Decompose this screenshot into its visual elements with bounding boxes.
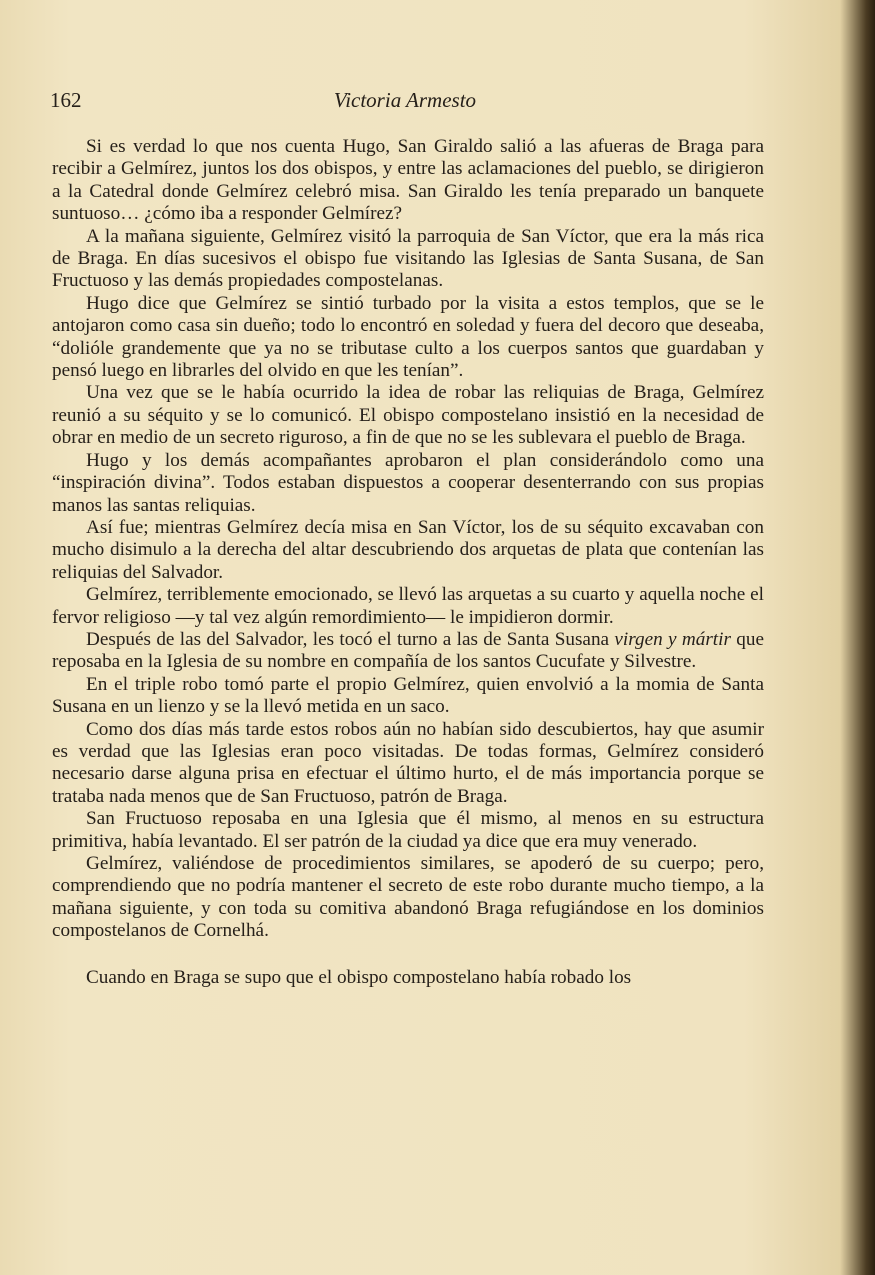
running-title: Victoria Armesto — [333, 88, 477, 112]
paragraph: Hugo y los demás acompañantes aprobaron el plan considerándolo como una “inspiración divina”. Todos estaban dispuestos a cooperar desenterrando con sus propias manos las santas reliquias. — [52, 449, 764, 516]
page-number: 162 — [50, 88, 82, 112]
paragraph: Hugo dice que Gelmírez se sintió turbado por la visita a estos templos, que se le antojaron como casa sin dueño; todo lo encontró en soledad y fuera del decoro que deseaba, “dolióle grandemente que ya no se tributase culto a los cuerpos santos que guardaban y pensó luego en librarles del olvido en que les tenían”. — [52, 292, 764, 382]
body-text — [52, 136, 764, 989]
paragraph: Cuando en Braga se supo que el obispo compostelano había robado los — [86, 966, 632, 988]
italic-phrase: virgen y mártir — [614, 628, 731, 650]
page-header — [50, 88, 760, 118]
paragraph: Gelmírez, valiéndose de procedimientos similares, se apoderó de su cuerpo; pero, comprendiendo que no podría mantener el secreto de este robo durante mucho tiempo, a la mañana siguiente, y con toda su comitiva abandonó Braga refugiándose en los dominios compostelanos de Cornelhá. — [52, 853, 764, 942]
paragraph: San Fructuoso reposaba en una Iglesia que él mismo, al menos en su estructura primitiva, había levantado. El ser patrón de la ciudad ya dice que era muy venerado. — [52, 808, 764, 852]
paragraph: Gelmírez, terriblemente emocionado, se llevó las arquetas a su cuarto y aquella noche el fervor religioso —y tal vez algún remordimiento— le impidieron dormir. — [52, 584, 764, 628]
paragraph: A la mañana siguiente, Gelmírez visitó la parroquia de San Víctor, que era la más rica de Braga. En días sucesivos el obispo fue visitando las Iglesias de Santa Susana, de San Fructuoso y las demás propiedades compostelanas. — [52, 225, 764, 292]
paragraph: En el triple robo tomó parte el propio Gelmírez, quien envolvió a la momia de Santa Susana en un lienzo y se la llevó metida en un saco. — [52, 673, 764, 718]
paragraph-text: que reposaba en la Iglesia de su nombre en compañía de los santos Cucufate y Silvestre. — [52, 628, 764, 673]
paragraph: Como dos días más tarde estos robos aún no habían sido descubiertos, hay que asumir es verdad que las Iglesias eran poco visitadas. De todas formas, Gelmírez consideró necesario darse alguna prisa en efectuar el último hurto, el de más importancia porque se trataba nada menos que de San Fructuoso, patrón de Braga. — [52, 718, 764, 807]
paragraph: Una vez que se le había ocurrido la idea de robar las reliquias de Braga, Gelmírez reunió a su séquito y se lo comunicó. El obispo compostelano insistió en la necesidad de obrar en medio de un secreto riguroso, a fin de que no se les sublevara el pueblo de Braga. — [52, 382, 764, 449]
paragraph: Si es verdad lo que nos cuenta Hugo, San Giraldo salió a las afueras de Braga para recibir a Gelmírez, juntos los dos obispos, y entre las aclamaciones del pueblo, se dirigieron a la Catedral donde Gelmírez celebró misa. San Giraldo les tenía preparado un banquete suntuoso… ¿cómo iba a responder Gelmírez? — [52, 136, 764, 225]
paragraph — [52, 629, 764, 674]
paragraph-text: Después de las del Salvador, les tocó el turno a las de Santa Susana — [86, 628, 615, 650]
paragraph: Así fue; mientras Gelmírez decía misa en San Víctor, los de su séquito excavaban con mucho disimulo a la derecha del altar descubriendo dos arquetas de plata que contenían las reliquias del Salvador. — [52, 516, 764, 583]
